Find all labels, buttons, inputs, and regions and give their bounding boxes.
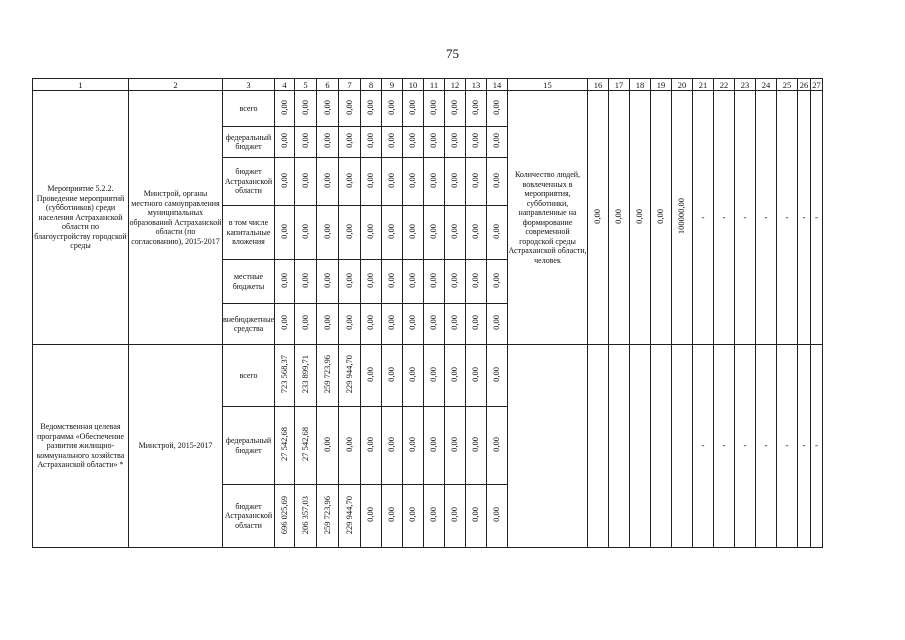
value-cell: [382, 91, 403, 127]
value-text: 0,00: [278, 172, 289, 188]
value-text: 0,00: [428, 99, 439, 115]
target-text: 0,00: [592, 208, 603, 224]
table-row: [33, 345, 823, 407]
funding-source: внебюджетные средства: [223, 304, 275, 345]
value-cell: [403, 91, 424, 127]
value-cell: [403, 260, 424, 304]
value-text: 0,00: [491, 366, 502, 382]
target-text: -: [701, 440, 705, 451]
column-header: 6: [317, 79, 339, 91]
value-cell: [339, 91, 361, 127]
value-text: 0,00: [321, 272, 332, 288]
target-cell: [693, 345, 714, 548]
value-text: 0,00: [449, 366, 460, 382]
value-text: 27 542,68: [278, 427, 289, 462]
value-text: 0,00: [343, 436, 354, 452]
value-text: 0,00: [407, 272, 418, 288]
value-cell: [487, 345, 508, 407]
target-text: 0,00: [634, 208, 645, 224]
value-text: 0,00: [428, 507, 439, 523]
value-text: 0,00: [386, 99, 397, 115]
value-cell: [445, 345, 466, 407]
value-text: 0,00: [321, 436, 332, 452]
value-text: 0,00: [449, 315, 460, 331]
value-text: 0,00: [386, 223, 397, 239]
value-text: 0,00: [386, 133, 397, 149]
target-cell: [735, 91, 756, 345]
target-cell: [756, 91, 777, 345]
value-cell: [317, 91, 339, 127]
value-text: 0,00: [365, 172, 376, 188]
column-header: 11: [424, 79, 445, 91]
value-text: 0,00: [491, 133, 502, 149]
value-cell: [466, 407, 487, 485]
target-cell: [609, 91, 630, 345]
target-text: -: [785, 211, 789, 222]
value-cell: [445, 485, 466, 548]
value-cell: [382, 345, 403, 407]
target-text: -: [701, 211, 705, 222]
value-text: 0,00: [365, 315, 376, 331]
value-text: 0,00: [386, 315, 397, 331]
target-cell: [777, 91, 798, 345]
value-cell: [317, 485, 339, 548]
value-cell: [295, 407, 317, 485]
value-text: 0,00: [449, 507, 460, 523]
value-text: 0,00: [365, 99, 376, 115]
value-cell: [275, 206, 295, 260]
value-cell: [466, 485, 487, 548]
column-header: 24: [756, 79, 777, 91]
value-cell: [295, 91, 317, 127]
target-text: -: [743, 211, 747, 222]
target-cell: [630, 91, 651, 345]
value-cell: [361, 127, 382, 158]
value-text: 229 944,70: [343, 355, 354, 394]
value-cell: [382, 158, 403, 206]
value-cell: [339, 127, 361, 158]
value-text: 0,00: [449, 436, 460, 452]
value-text: 0,00: [449, 272, 460, 288]
column-header: 12: [445, 79, 466, 91]
column-header: 21: [693, 79, 714, 91]
value-text: 0,00: [407, 366, 418, 382]
value-text: 0,00: [428, 272, 439, 288]
value-cell: [382, 206, 403, 260]
value-text: 0,00: [365, 133, 376, 149]
value-text: 0,00: [365, 366, 376, 382]
value-cell: [466, 158, 487, 206]
value-cell: [275, 407, 295, 485]
column-header: 10: [403, 79, 424, 91]
target-cell: [756, 345, 777, 548]
value-cell: [487, 304, 508, 345]
value-cell: [275, 91, 295, 127]
value-cell: [424, 304, 445, 345]
value-text: 0,00: [386, 172, 397, 188]
value-text: 0,00: [470, 507, 481, 523]
value-cell: [445, 127, 466, 158]
value-cell: [424, 127, 445, 158]
value-cell: [466, 91, 487, 127]
value-text: 0,00: [365, 223, 376, 239]
indicator: Количество людей, вовлеченных в мероприятия, субботники, направленные на формирование современной городской среды Астраханской области, человек: [508, 91, 588, 345]
value-cell: [361, 206, 382, 260]
value-text: 0,00: [321, 315, 332, 331]
funding-source: в том числе капитальные вложения: [223, 206, 275, 260]
column-header: 23: [735, 79, 756, 91]
column-header: 2: [129, 79, 223, 91]
value-cell: [403, 407, 424, 485]
value-text: 0,00: [407, 436, 418, 452]
value-text: 0,00: [428, 315, 439, 331]
executor: Минстрой, 2015-2017: [129, 345, 223, 548]
value-text: 0,00: [470, 315, 481, 331]
value-cell: [424, 158, 445, 206]
column-header: 15: [508, 79, 588, 91]
value-text: 0,00: [343, 133, 354, 149]
value-text: 0,00: [428, 223, 439, 239]
value-cell: [361, 91, 382, 127]
value-text: 0,00: [386, 366, 397, 382]
value-cell: [275, 304, 295, 345]
value-cell: [382, 407, 403, 485]
column-header: 25: [777, 79, 798, 91]
indicator: [508, 345, 588, 548]
target-text: -: [743, 440, 747, 451]
value-cell: [466, 345, 487, 407]
value-text: 0,00: [449, 223, 460, 239]
value-cell: [445, 91, 466, 127]
value-text: 0,00: [470, 99, 481, 115]
value-text: 0,00: [386, 436, 397, 452]
value-text: 0,00: [278, 272, 289, 288]
value-cell: [317, 260, 339, 304]
value-cell: [361, 260, 382, 304]
value-cell: [382, 127, 403, 158]
funding-source: всего: [223, 91, 275, 127]
value-text: 0,00: [491, 223, 502, 239]
value-text: 0,00: [407, 223, 418, 239]
value-cell: [275, 345, 295, 407]
target-text: 0,00: [613, 208, 624, 224]
value-cell: [403, 485, 424, 548]
value-text: 0,00: [321, 133, 332, 149]
measure-name: Мероприятие 5.2.2. Проведение мероприятий (субботников) среди населения Астраханской области по благоустройству городской среды: [33, 91, 129, 345]
value-text: 0,00: [321, 172, 332, 188]
value-cell: [339, 407, 361, 485]
value-text: 0,00: [449, 133, 460, 149]
value-text: 0,00: [299, 133, 310, 149]
column-header: 16: [588, 79, 609, 91]
value-cell: [275, 127, 295, 158]
value-cell: [445, 407, 466, 485]
value-cell: [487, 127, 508, 158]
value-text: 0,00: [343, 99, 354, 115]
value-cell: [445, 304, 466, 345]
value-cell: [317, 158, 339, 206]
value-text: 0,00: [428, 133, 439, 149]
value-cell: [317, 127, 339, 158]
value-cell: [361, 158, 382, 206]
value-text: 0,00: [449, 99, 460, 115]
target-text: -: [815, 211, 818, 222]
target-cell: [714, 345, 735, 548]
value-cell: [403, 158, 424, 206]
value-text: 0,00: [491, 507, 502, 523]
target-text: -: [764, 440, 768, 451]
target-text: 100000,00: [676, 198, 687, 235]
value-text: 0,00: [386, 507, 397, 523]
value-cell: [361, 407, 382, 485]
value-cell: [339, 345, 361, 407]
column-header: 27: [812, 79, 821, 90]
value-text: 0,00: [407, 507, 418, 523]
value-cell: [339, 158, 361, 206]
target-cell: [798, 345, 811, 548]
funding-source: федеральный бюджет: [223, 127, 275, 158]
value-text: 0,00: [470, 133, 481, 149]
value-cell: [403, 206, 424, 260]
value-cell: [382, 260, 403, 304]
value-cell: [339, 304, 361, 345]
value-cell: [317, 407, 339, 485]
target-cell: [735, 345, 756, 548]
target-text: -: [785, 440, 789, 451]
budget-table: [32, 78, 823, 548]
value-text: 0,00: [278, 133, 289, 149]
column-header: 19: [651, 79, 672, 91]
value-text: 0,00: [470, 436, 481, 452]
column-header: 5: [295, 79, 317, 91]
funding-source: всего: [223, 345, 275, 407]
value-cell: [317, 345, 339, 407]
value-cell: [424, 485, 445, 548]
value-text: 0,00: [386, 272, 397, 288]
target-cell: [588, 91, 609, 345]
value-text: 0,00: [407, 315, 418, 331]
value-text: 233 899,71: [299, 355, 310, 394]
funding-source: бюджет Астраханской области: [223, 485, 275, 548]
value-cell: [339, 260, 361, 304]
value-text: 723 568,37: [278, 355, 289, 394]
column-header: 4: [275, 79, 295, 91]
value-cell: [339, 206, 361, 260]
value-cell: [466, 127, 487, 158]
value-cell: [403, 127, 424, 158]
value-cell: [361, 345, 382, 407]
value-cell: [466, 304, 487, 345]
value-cell: [275, 485, 295, 548]
value-text: 0,00: [365, 507, 376, 523]
value-cell: [445, 206, 466, 260]
value-cell: [295, 345, 317, 407]
value-text: 0,00: [428, 436, 439, 452]
value-text: 0,00: [278, 223, 289, 239]
value-cell: [487, 206, 508, 260]
column-header: 18: [630, 79, 651, 91]
value-cell: [275, 158, 295, 206]
column-header: 7: [339, 79, 361, 91]
value-text: 0,00: [491, 99, 502, 115]
measure-name: Ведомственная целевая программа «Обеспечение развития жилищно-коммунального хозяйства Астраханской области» *: [33, 345, 129, 548]
value-text: 0,00: [449, 172, 460, 188]
target-cell: [693, 91, 714, 345]
value-text: 0,00: [321, 99, 332, 115]
value-text: 0,00: [299, 315, 310, 331]
value-cell: [317, 206, 339, 260]
value-text: 0,00: [428, 366, 439, 382]
value-text: 0,00: [343, 315, 354, 331]
column-header: 14: [487, 79, 508, 91]
value-cell: [295, 127, 317, 158]
value-cell: [424, 260, 445, 304]
value-text: 0,00: [470, 272, 481, 288]
value-cell: [361, 304, 382, 345]
value-cell: [403, 304, 424, 345]
value-cell: [466, 206, 487, 260]
column-header: 26: [798, 79, 811, 91]
target-text: -: [802, 440, 806, 451]
value-text: 0,00: [299, 172, 310, 188]
value-text: 0,00: [321, 223, 332, 239]
value-text: 259 723,96: [321, 495, 332, 534]
funding-source: местные бюджеты: [223, 260, 275, 304]
value-cell: [317, 304, 339, 345]
value-text: 0,00: [470, 223, 481, 239]
target-cell: [714, 91, 735, 345]
column-header: 17: [609, 79, 630, 91]
value-cell: [424, 407, 445, 485]
value-cell: [295, 304, 317, 345]
target-cell: [630, 345, 651, 548]
value-text: 0,00: [491, 172, 502, 188]
value-cell: [361, 485, 382, 548]
target-text: -: [722, 211, 726, 222]
value-cell: [487, 260, 508, 304]
column-header: 9: [382, 79, 403, 91]
value-cell: [382, 304, 403, 345]
value-text: 696 025,69: [278, 495, 289, 534]
page-number: 75: [446, 46, 459, 61]
target-text: -: [764, 211, 768, 222]
value-cell: [445, 260, 466, 304]
target-cell: [651, 91, 672, 345]
value-text: 0,00: [299, 272, 310, 288]
funding-source: бюджет Астраханской области: [223, 158, 275, 206]
value-text: 0,00: [407, 99, 418, 115]
value-cell: [295, 206, 317, 260]
value-cell: [487, 158, 508, 206]
value-text: 0,00: [470, 366, 481, 382]
value-cell: [424, 345, 445, 407]
value-text: 0,00: [343, 172, 354, 188]
value-text: 0,00: [365, 272, 376, 288]
target-text: -: [802, 211, 806, 222]
target-cell: [651, 345, 672, 548]
target-cell: [588, 345, 609, 548]
value-text: 259 723,96: [321, 355, 332, 394]
target-cell: [672, 345, 693, 548]
value-text: 0,00: [491, 315, 502, 331]
value-text: 0,00: [470, 172, 481, 188]
value-text: 0,00: [407, 133, 418, 149]
value-cell: [424, 206, 445, 260]
value-text: 0,00: [299, 223, 310, 239]
value-text: 0,00: [491, 436, 502, 452]
value-text: 0,00: [343, 223, 354, 239]
column-header: 20: [672, 79, 693, 91]
target-text: -: [815, 440, 818, 451]
value-text: 0,00: [343, 272, 354, 288]
column-header: 1: [33, 79, 129, 91]
value-text: 229 944,70: [343, 495, 354, 534]
funding-source: федеральный бюджет: [223, 407, 275, 485]
value-text: 0,00: [299, 99, 310, 115]
value-cell: [445, 158, 466, 206]
value-cell: [295, 260, 317, 304]
executor: Минстрой, органы местного самоуправления муниципальных образований Астраханской области (по согласованию), 2015-2017: [129, 91, 223, 345]
value-text: 0,00: [278, 99, 289, 115]
target-cell: [811, 345, 823, 548]
target-cell: [777, 345, 798, 548]
value-text: 0,00: [428, 172, 439, 188]
table-row: [33, 91, 823, 127]
target-cell: [672, 91, 693, 345]
value-cell: [339, 485, 361, 548]
target-cell: [609, 345, 630, 548]
value-text: 206 357,03: [299, 495, 310, 534]
value-cell: [403, 345, 424, 407]
header-row: [33, 79, 823, 91]
value-text: 0,00: [278, 315, 289, 331]
value-cell: [487, 407, 508, 485]
target-text: 0,00: [655, 208, 666, 224]
value-cell: [275, 260, 295, 304]
target-cell: [798, 91, 811, 345]
value-cell: [487, 485, 508, 548]
column-header: 8: [361, 79, 382, 91]
value-text: 0,00: [407, 172, 418, 188]
column-header: 13: [466, 79, 487, 91]
value-text: 27 542,68: [299, 427, 310, 462]
value-text: 0,00: [491, 272, 502, 288]
column-header: 3: [223, 79, 275, 91]
value-cell: [382, 485, 403, 548]
value-text: 0,00: [365, 436, 376, 452]
value-cell: [424, 91, 445, 127]
column-header: 22: [714, 79, 735, 91]
value-cell: [466, 260, 487, 304]
value-cell: [295, 158, 317, 206]
target-text: -: [722, 440, 726, 451]
target-cell: [811, 91, 823, 345]
value-cell: [487, 91, 508, 127]
value-cell: [295, 485, 317, 548]
